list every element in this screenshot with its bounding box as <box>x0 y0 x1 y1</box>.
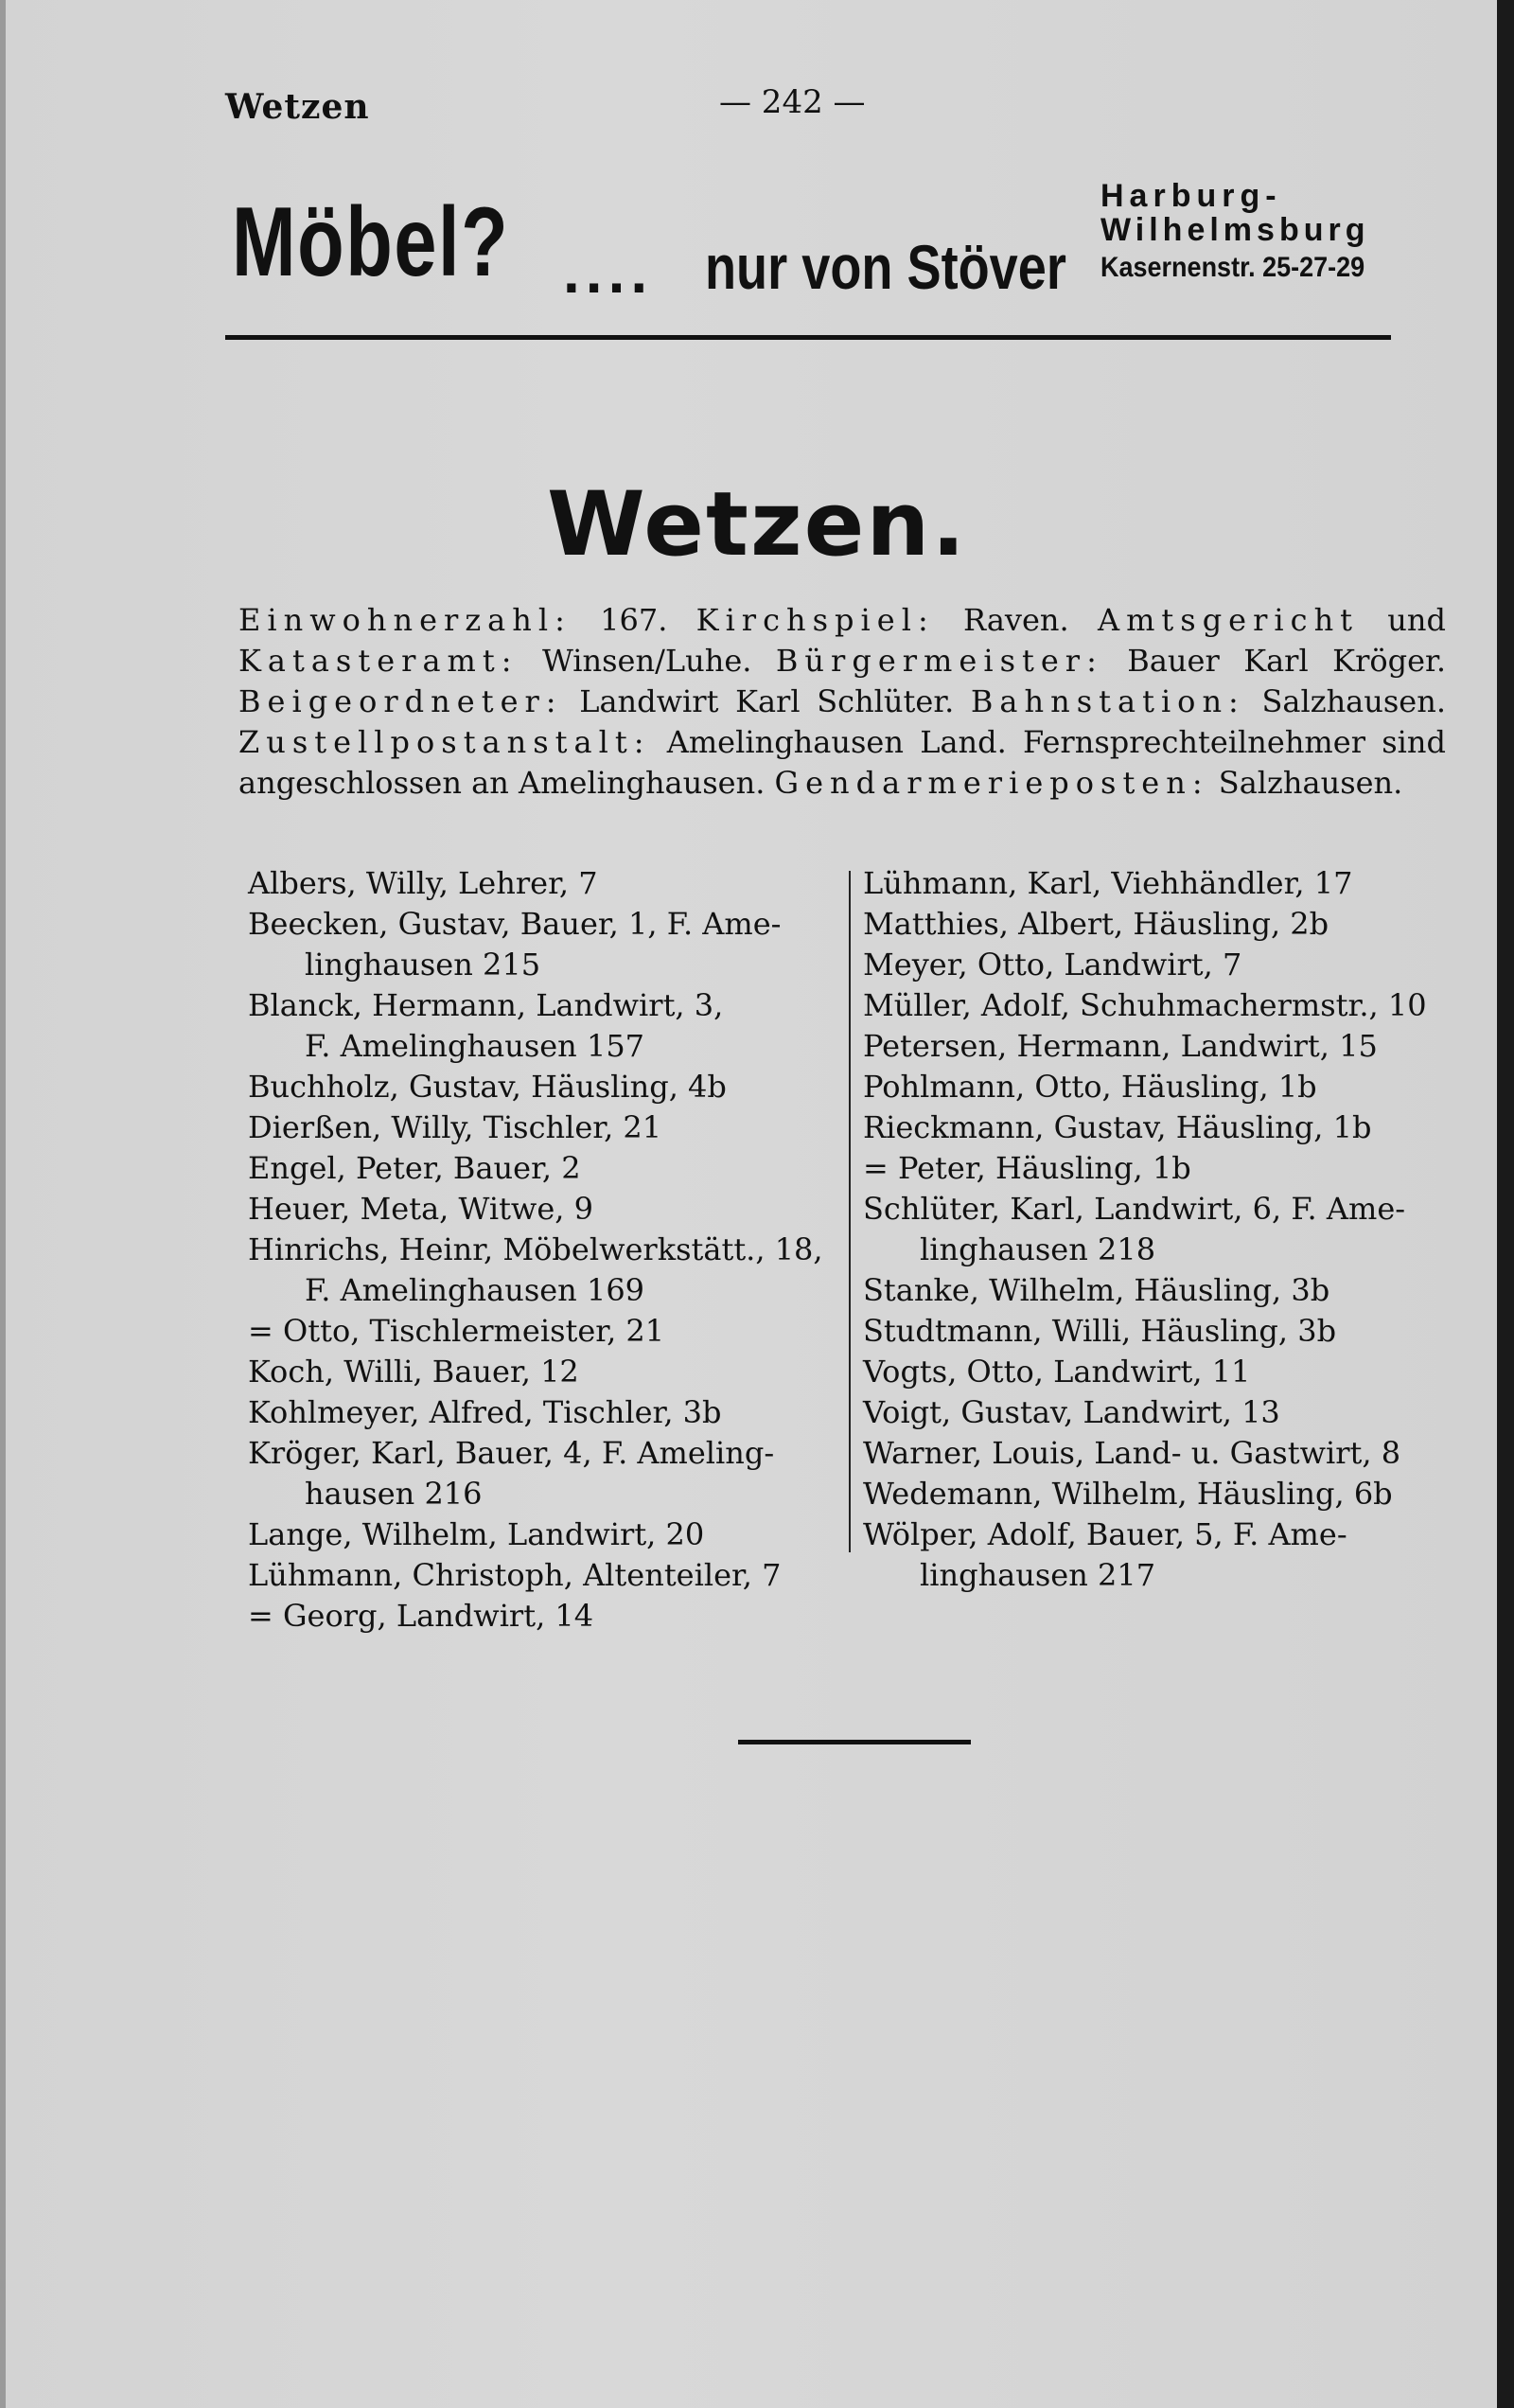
resident-entry <box>863 1514 1450 1596</box>
resident-entry <box>248 1107 835 1148</box>
resident-entry <box>248 1555 835 1596</box>
label-einwohnerzahl: Einwohnerzahl: <box>238 602 572 638</box>
ad-location <box>1100 180 1394 283</box>
label-gendarmerieposten: Gendarmerieposten: <box>774 765 1209 801</box>
residents-left-column <box>248 863 835 1637</box>
resident-text: = Peter, Häusling, 1b <box>863 1150 1191 1186</box>
resident-entry <box>863 1392 1450 1433</box>
resident-entry <box>863 1270 1450 1311</box>
residents-right-column <box>863 863 1450 1596</box>
resident-text: Engel, Peter, Bauer, 2 <box>248 1150 581 1186</box>
resident-text: Stanke, Wilhelm, Häusling, 3b <box>863 1272 1330 1308</box>
value-buergermeister: Bauer Karl Kröger. <box>1102 643 1447 679</box>
resident-text: Lühmann, Christoph, Altenteiler, 7 <box>248 1557 782 1593</box>
resident-entry <box>863 985 1450 1026</box>
resident-entry <box>863 1189 1450 1270</box>
ad-dots: .... <box>563 238 654 306</box>
value-katasteramt: Winsen/Luhe. <box>518 643 776 679</box>
resident-text: Dierßen, Willy, Tischler, 21 <box>248 1109 662 1145</box>
resident-text: Blanck, Hermann, Landwirt, 3, <box>248 987 724 1023</box>
resident-entry <box>248 1148 835 1189</box>
resident-entry <box>248 1392 835 1433</box>
place-title: Wetzen. <box>546 473 968 576</box>
resident-entry <box>248 904 835 985</box>
resident-entry <box>863 1148 1450 1189</box>
resident-continuation: F. Amelinghausen 157 <box>305 1028 645 1064</box>
resident-text: = Georg, Landwirt, 14 <box>248 1598 594 1634</box>
page-left-edge <box>0 0 6 2408</box>
resident-text: = Otto, Tischlermeister, 21 <box>248 1313 665 1349</box>
resident-text: Wölper, Adolf, Bauer, 5, F. Ame- <box>863 1516 1347 1552</box>
resident-text: Schlüter, Karl, Landwirt, 6, F. Ame- <box>863 1191 1406 1227</box>
resident-text: Warner, Louis, Land- u. Gastwirt, 8 <box>863 1435 1401 1471</box>
label-zustellpostanstalt: Zustellpostanstalt: <box>238 724 651 760</box>
value-beigeordneter: Landwirt Karl Schlüter. <box>562 683 971 719</box>
resident-entry <box>863 1067 1450 1107</box>
resident-entry <box>863 1433 1450 1474</box>
page-number: — 242 — <box>719 83 866 121</box>
resident-text: Vogts, Otto, Landwirt, 11 <box>863 1354 1251 1390</box>
resident-text: Kröger, Karl, Bauer, 4, F. Ameling- <box>248 1435 775 1471</box>
resident-text: Matthies, Albert, Häusling, 2b <box>863 906 1329 942</box>
resident-entry <box>863 1474 1450 1514</box>
resident-continuation: linghausen 217 <box>920 1557 1156 1593</box>
resident-text: Petersen, Hermann, Landwirt, 15 <box>863 1028 1378 1064</box>
resident-entry <box>248 1067 835 1107</box>
resident-entry <box>248 1311 835 1352</box>
resident-entry <box>863 904 1450 945</box>
resident-text: Beecken, Gustav, Bauer, 1, F. Ame- <box>248 906 782 942</box>
resident-entry <box>248 985 835 1067</box>
label-bahnstation: Bahnstation: <box>970 683 1245 719</box>
value-zustellpostanstalt: Amelinghausen Land. Fernsprechteilnehmer sind angeschlossen an Amelinghausen. <box>238 724 1446 801</box>
resident-entry <box>248 1230 835 1311</box>
resident-continuation: linghausen 215 <box>305 947 541 983</box>
resident-entry <box>248 1596 835 1637</box>
value-gendarmerieposten: Salzhausen. <box>1208 765 1403 801</box>
ad-headline: Möbel? <box>232 187 510 297</box>
resident-text: Voigt, Gustav, Landwirt, 13 <box>863 1394 1280 1430</box>
furniture-advertisement <box>232 180 1396 312</box>
resident-text: Heuer, Meta, Witwe, 9 <box>248 1191 593 1227</box>
value-kirchspiel: Raven. <box>934 602 1098 638</box>
column-divider <box>849 871 851 1552</box>
resident-text: Koch, Willi, Bauer, 12 <box>248 1354 579 1390</box>
resident-entry <box>863 1026 1450 1067</box>
value-bahnstation: Salzhausen. <box>1244 683 1446 719</box>
ad-city-line2: Wilhelmsburg <box>1100 211 1370 248</box>
resident-entry <box>248 863 835 904</box>
resident-continuation: linghausen 218 <box>920 1231 1156 1267</box>
label-kirchspiel: Kirchspiel: <box>695 602 935 638</box>
resident-entry <box>248 1352 835 1392</box>
ad-tagline: nur von Stöver <box>705 232 1066 302</box>
resident-entry <box>863 863 1450 904</box>
label-katasteramt: Katasteramt: <box>238 643 519 679</box>
label-amtsgericht: Amtsgericht <box>1097 602 1360 638</box>
end-rule <box>738 1740 971 1744</box>
label-beigeordneter: Beigeordneter: <box>238 683 563 719</box>
resident-entry <box>248 1514 835 1555</box>
running-head: Wetzen <box>225 87 370 127</box>
resident-text: Müller, Adolf, Schuhmachermstr., 10 <box>863 987 1427 1023</box>
resident-entry <box>863 1107 1450 1148</box>
resident-text: Lühmann, Karl, Viehhändler, 17 <box>863 865 1353 901</box>
resident-entry <box>863 945 1450 985</box>
text-und: und <box>1359 602 1446 638</box>
intro-paragraph <box>238 600 1446 804</box>
ad-divider-rule <box>225 335 1391 340</box>
resident-text: Meyer, Otto, Landwirt, 7 <box>863 947 1242 983</box>
resident-text: Lange, Wilhelm, Landwirt, 20 <box>248 1516 705 1552</box>
ad-street: Kasernenstr. 25-27-29 <box>1100 252 1365 284</box>
resident-text: Rieckmann, Gustav, Häusling, 1b <box>863 1109 1372 1145</box>
resident-text: Albers, Willy, Lehrer, 7 <box>248 865 598 901</box>
label-buergermeister: Bürgermeister: <box>775 643 1103 679</box>
resident-text: Buchholz, Gustav, Häusling, 4b <box>248 1069 727 1105</box>
ad-city-line1: Harburg- <box>1100 178 1282 214</box>
resident-text: Wedemann, Wilhelm, Häusling, 6b <box>863 1476 1393 1512</box>
resident-entry <box>863 1311 1450 1352</box>
resident-continuation: hausen 216 <box>305 1476 483 1512</box>
resident-entry <box>863 1352 1450 1392</box>
resident-text: Pohlmann, Otto, Häusling, 1b <box>863 1069 1317 1105</box>
resident-entry <box>248 1433 835 1514</box>
page-right-edge <box>1497 0 1514 2408</box>
value-einwohnerzahl: 167. <box>571 602 696 638</box>
resident-text: Studtmann, Willi, Häusling, 3b <box>863 1313 1337 1349</box>
resident-text: Kohlmeyer, Alfred, Tischler, 3b <box>248 1394 722 1430</box>
resident-text: Hinrichs, Heinr, Möbelwerkstätt., 18, <box>248 1231 823 1267</box>
resident-entry <box>248 1189 835 1230</box>
resident-continuation: F. Amelinghausen 169 <box>305 1272 645 1308</box>
